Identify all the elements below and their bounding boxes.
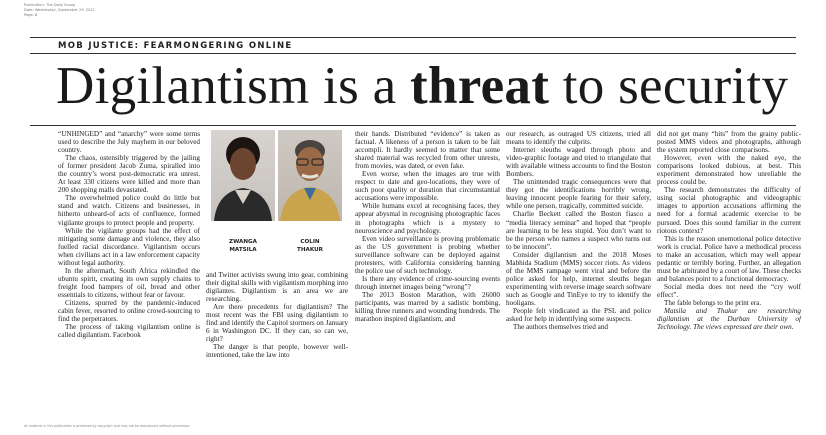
top-rule	[30, 37, 796, 38]
meta-publication: Publication: The Daily Scoop	[24, 3, 76, 7]
headline-part1: Digilantism is a	[56, 57, 410, 115]
paragraph: Internet sleuths waged through photo and video-graphic footage and tried to triangulate that with available witness accounts to find the Boston Bombers.	[506, 146, 651, 179]
photo-caption-matsila	[211, 239, 275, 254]
headline	[56, 56, 788, 116]
headline-rule	[30, 125, 796, 126]
headline-part2: to security	[549, 57, 789, 115]
photo-caption-thakur	[278, 239, 342, 254]
article-column-5	[657, 130, 801, 426]
caption-first-name: ZWANGA	[229, 239, 257, 245]
kicker: MOB JUSTICE: FEARMONGERING ONLINE	[58, 41, 293, 51]
article-column-2	[206, 271, 348, 426]
paragraph: The danger is that people, however well-intentioned, take the law into	[206, 343, 348, 360]
article-column-3	[355, 130, 500, 426]
paragraph: their hands. Distributed “evidence” is taken as factual. A likeness of a person is taken to be fait accompli. It hardly seemed to matter that some shared material was recycled from other unrests, from movies, was dated, or even fake.	[355, 130, 500, 171]
paragraph: Is there any evidence of crime-sourcing events through internet images being “wrong”?	[355, 274, 500, 291]
paragraph: The overwhelmed police could do little but stand and watch. Citizens and businesses, in hitherto unheard-of acts of confluence, formed vigilante groups to protect people and property.	[58, 194, 200, 227]
paragraph: The process of taking vigilantism online is called digilantism. Facebook	[58, 323, 200, 340]
paragraph: Consider digilantism and the 2018 Moses Mabhida Stadium (MMS) soccer riots. As videos of the MMS rampage went viral and before the police asked for help, internet sleuths began experimenting with reverse image search software such as Google and TinEye to try to identify the hooligans.	[506, 250, 651, 307]
article-column-1	[58, 130, 200, 425]
man-portrait-icon	[278, 130, 342, 221]
paragraph: Social media does not need the “cry wolf effect”.	[657, 282, 801, 299]
woman-portrait-icon	[211, 130, 275, 221]
meta-date: Date: Wednesday, September 29, 2021	[24, 8, 96, 12]
paragraph: While humans excel at recognising faces, they appear abysmal in recognising photographic faces in photographs which is a mystery to neuroscience and psychology.	[355, 202, 500, 235]
paragraph: In the aftermath, South Africa rekindled the ubuntu spirit, creating its own supply chains to freight food hampers of oil, bread and other essentials to citizens, without fear or favour.	[58, 266, 200, 299]
paragraph: While the vigilante groups had the effect of mitigating some damage and violence, they also fuelled racial discordance. Vigilantism occurs when civilians act in a law enforcement capacity without legal authority.	[58, 226, 200, 267]
author-photo-matsila	[211, 130, 275, 221]
paragraph: and Twitter activists swung into gear, combining their digital skills with vigilantism morphing into digilantes. Digilantism is an area we are researching.	[206, 271, 348, 304]
paragraph: However, even with the naked eye, the comparisons looked dubious, at best. This experiment demonstrated how unreliable the process could be.	[657, 154, 801, 187]
paragraph: Are there precedents for digilantism? The most recent was the FBI using digilantism to find and identify the Capitol stormers on January 6 in Washington DC. If they can, so can we, right?	[206, 303, 348, 344]
paragraph: The fable belongs to the print era.	[664, 298, 762, 307]
paragraph: our research, as outraged US citizens, tried all means to identify the culprits.	[506, 130, 651, 147]
headline-emphasis: threat	[410, 57, 550, 115]
paragraph: “UNHINGED” and “anarchy” were some terms used to describe the July mayhem in our beloved country.	[58, 130, 200, 155]
paragraph: This is the reason unemotional police detective work is crucial. Police have a methodical process to make an accusation, which may well appear pedantic or terribly boring. Further, an allegation must be arbitrated by a court of law. These checks and balances point to a functional democracy.	[657, 234, 801, 283]
paragraph: The chaos, ostensibly triggered by the jailing of former president Jacob Zuma, spiralled into the country’s worst post-democratic era unrest. At least 330 citizens were killed and more than 200 shopping malls devastated.	[58, 154, 200, 195]
kicker-rule	[30, 53, 796, 54]
paragraph: Citizens, spurred by the pandemic-induced cabin fever, resorted to online crowd-sourcing to find the perpetrators.	[58, 298, 200, 324]
author-photo-thakur	[278, 130, 342, 221]
paragraph: Even worse, when the images are true with respect to date and geo-locations, they were of such poor quality or duration that circumstantial accusations were impossible.	[355, 170, 500, 203]
paragraph: The 2013 Boston Marathon, with 26000 participants, was marred by a sadistic bombing, killing three runners and wounding hundreds. The marathon inspired digilantism, and	[355, 290, 500, 324]
article-column-4	[506, 130, 651, 426]
paragraph: The authors themselves tried and	[513, 323, 609, 332]
paragraph: did not get many “hits” from the grainy public-posted MMS videos and photographs, although the system reported close comparisons.	[657, 130, 801, 155]
paragraph: The unintended tragic consequences were that they got the identifications horribly wrong, leaving innocent people fearing for their safety, while one person, tragically, committed suicide.	[506, 178, 651, 211]
caption-first-name: COLIN	[300, 239, 320, 245]
meta-page: Page: 8	[24, 13, 38, 17]
paragraph: Charlie Beckett called the Boston fiasco a “media literacy seminar” and hoped that “people are learning to be less stupid. You don’t want to be the person who names a suspect who turns out to be innocent”.	[506, 210, 651, 251]
caption-last-name: MATSILA	[229, 246, 257, 253]
paragraph: The research demonstrates the difficulty of using social photographic and videographic images to apportion accusations affirming the need for a formal academic exercise to be pursued. Does this sound familiar in the current riotous context?	[657, 186, 801, 235]
paragraph: Even video surveillance is proving problematic as the US government is probing whether surveillance software can be deployed against protesters, with California considering banning the police use of such technology.	[355, 234, 500, 275]
caption-last-name: THAKUR	[297, 246, 323, 253]
copyright-footer: All material in this publication is protected by copyright and may not be reproduced without permission.	[24, 424, 191, 428]
author-byline: Matsila and Thakur are researching digilantism at the Durban University of Technology. The views expressed are their own.	[657, 307, 801, 332]
paragraph: People felt vindicated as the PSL and police asked for help in identifying some suspects.	[506, 307, 651, 324]
